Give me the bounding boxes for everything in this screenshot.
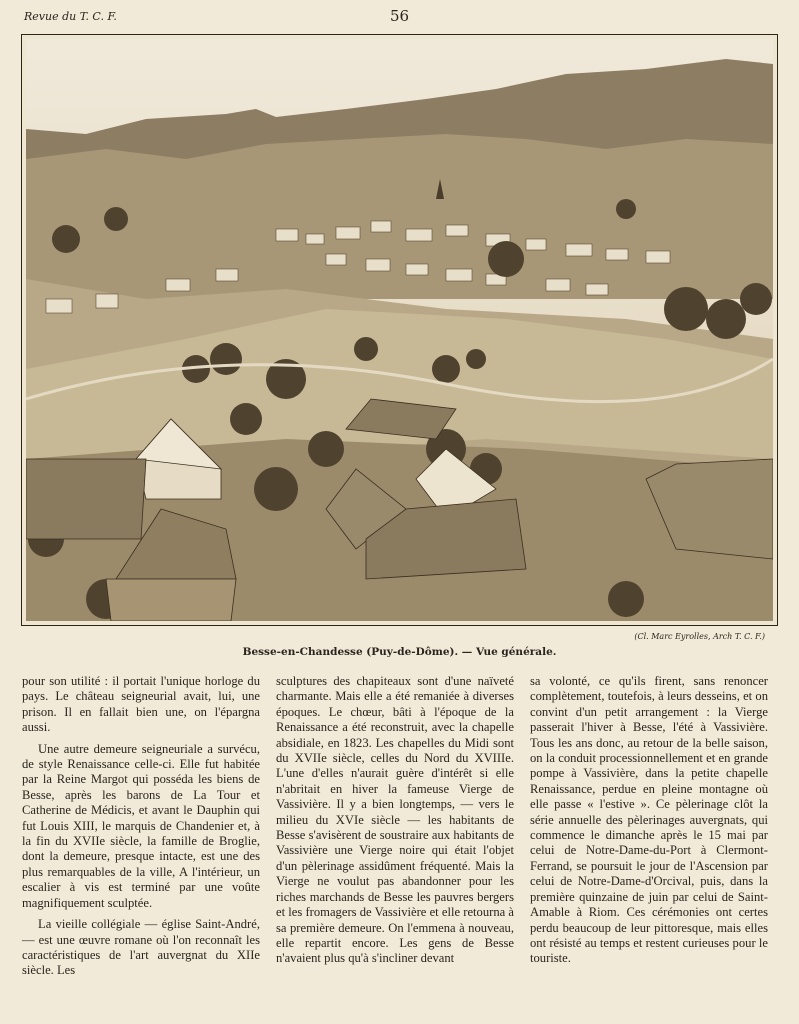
journal-header: Revue du T. C. F. [24, 10, 117, 23]
photo-credit: (Cl. Marc Eyrolles, Arch T. C. F.) [634, 632, 765, 641]
text-column-3 [530, 674, 768, 1014]
paragraph: Une autre demeure seigneuriale a survécu, de style Renaissance celle-ci. Elle fut habitée par la Reine Margot qui posséda les biens de Besse, après les barons de La Tour et Catherine de Médicis, et avant le Dauphin qui fut Louis XIII, le marquis de Chandenier et, à la fin du XVIIe siècle, la famille de Broglie, dont la demeure, presque intacte, est une des plus remarquables de la ville, A l'intérieur, un escalier à vis est terminé par une voûte magnifiquement sculptée. [22, 741, 260, 910]
page-number: 56 [389, 7, 410, 25]
text-column-2 [276, 674, 514, 1014]
photo-illustration [26, 39, 773, 621]
paragraph: sculptures des chapiteaux sont d'une naïveté charmante. Mais elle a été remaniée à diverses époques. Le chœur, bâti à l'époque de la Renaissance a été reconstruit, avec la chapelle absidiale, en 1823. Les chapelles du Midi sont du XVIIe siècle, celles du Nord du XVIIIe. L'une d'elles n'aurait guère d'intérêt si elle n'abritait en hiver la fameuse Vierge de Vassivière. Il y a bien longtemps, — vers le milieu du XVIe siècle — les habitants de Besse s'avisèrent de soustraire aux habitants de Vassivière une Vierge noire qui était l'objet d'un pèlerinage assidûment fréquenté. Mais la Vierge ne voulut pas abandonner pour les riches marchands de Besse les pauvres bergers et les fromagers de Vassivière et elle retourna à sa première demeure. On l'emmena à nouveau, elle repartit encore. Les gens de Besse n'avaient plus qu'à s'incliner devant [276, 674, 514, 966]
paragraph: La vieille collégiale — église Saint-André, — est une œuvre romane où l'on reconnaît les caractéristiques de l'art auvergnat du XIIe siècle. Les [22, 917, 260, 978]
photo-caption: Besse-en-Chandesse (Puy-de-Dôme). — Vue générale. [242, 646, 557, 658]
paragraph: pour son utilité : il portait l'unique horloge du pays. Le château seigneurial avait, lui, une prison. Il en fallait bien une, on l'épargna aussi. [22, 674, 260, 735]
article-body [22, 674, 782, 1014]
text-column-1 [22, 674, 260, 1014]
paragraph: sa volonté, ce qu'ils firent, sans renoncer complètement, toutefois, à leurs desseins, et on convint d'un petit arrangement : la Vierge passerait l'hiver à Besse, l'été à Vassivière. Tous les ans donc, au retour de la belle saison, on la conduit processionnellement et en grande pompe à Vassivière, dans la petite chapelle Renaissance, perdue en pleine montagne où elle passe « l'estive ». Ce pèlerinage clôt la série annuelle des pèlerinages auvergnats, qui commence le dimanche après le 15 mai par celui de Notre-Dame-du-Port à Clermont-Ferrand, se poursuit le jour de l'Ascension par celui de Notre-Dame-d'Orcival, puis, dans la première quinzaine de juin par celui de Saint-Amable à Riom. Ces cérémonies ont certes perdu beaucoup de leur pittoresque, mais elles ont résisté au temps et restent curieuses pour le touriste. [530, 674, 768, 966]
village-photograph [21, 34, 778, 626]
